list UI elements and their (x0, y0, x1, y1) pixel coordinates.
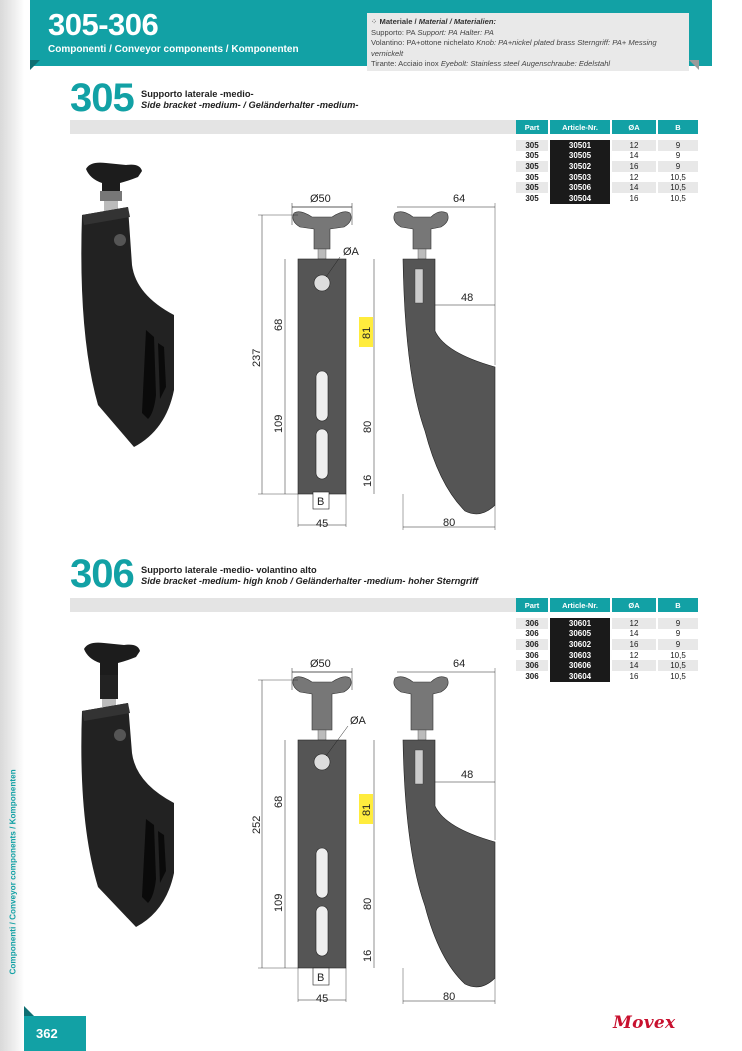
table-row: 305 30502 16 9 (516, 161, 700, 172)
col-part: Part (516, 598, 550, 612)
side-drawing-306 (385, 650, 510, 1010)
page-title: 305-306 (48, 7, 159, 42)
dim-b: B (317, 972, 325, 984)
table-row: 306 30602 16 9 (516, 639, 700, 650)
col-dia: ØA (612, 120, 658, 134)
dim-dia-a: ØA (343, 246, 359, 258)
col-b: B (658, 120, 700, 134)
dim-h16: 16 (362, 474, 374, 487)
dim-h109: 109 (273, 414, 285, 433)
dim-d50: Ø50 (310, 658, 331, 670)
section-306-title: Supporto laterale -medio- volantino alto Side bracket -medium- high knob / Geländerhalter -medium- hoher Sterngriff (141, 565, 479, 586)
dim-w45: 45 (316, 993, 329, 1005)
dim-h252: 252 (251, 815, 263, 834)
dim-d50: Ø50 (310, 193, 331, 205)
table-row: 305 30504 16 10,5 (516, 193, 700, 204)
table-row: 305 30503 12 10,5 (516, 172, 700, 183)
materials-box: ⁘ Materiale / Material / Materialien: Supporto: PA Support: PA Halter: PA Volantino: PA+ottone nichelato Knob: PA+nickel plated brass Sterngriff: PA+ Messing vernickelt Tirante: Acciaio inox Eyebolt: Stainless steel Augenschraube: Edelstahl (367, 13, 689, 71)
dim-w64: 64 (453, 658, 466, 670)
section-305-number: 305 (70, 76, 134, 120)
dim-w45: 45 (316, 518, 329, 530)
table-row: 306 30603 12 10,5 (516, 650, 700, 661)
product-photo-306 (70, 635, 200, 935)
dim-dia-a: ØA (350, 715, 366, 727)
table-306 (516, 598, 700, 682)
page-number-notch (24, 1006, 34, 1016)
front-drawing-305 (240, 185, 400, 535)
dim-d48: 48 (461, 769, 474, 781)
table-row: 306 30605 14 9 (516, 629, 700, 640)
dim-h81: 81 (361, 803, 373, 816)
table-row: 306 30606 14 10,5 (516, 660, 700, 671)
header-notch (30, 60, 40, 70)
dim-h68: 68 (273, 795, 285, 808)
dim-h109: 109 (273, 893, 285, 912)
dim-h81: 81 (361, 326, 373, 339)
dim-d48: 48 (461, 292, 474, 304)
front-drawing-306 (240, 650, 400, 1010)
dim-w64: 64 (453, 193, 466, 205)
col-article: Article-Nr. (550, 120, 612, 134)
table-row: 305 30505 14 9 (516, 151, 700, 162)
table-row: 306 30604 16 10,5 (516, 671, 700, 682)
col-dia: ØA (612, 598, 658, 612)
dim-w80: 80 (443, 517, 456, 529)
dim-h80: 80 (362, 897, 374, 910)
table-row: 305 30506 14 10,5 (516, 182, 700, 193)
table-305 (516, 120, 700, 204)
col-b: B (658, 598, 700, 612)
side-label: Componenti / Conveyor components / Komponenten (8, 769, 18, 975)
table-row: 305 30501 12 9 (516, 140, 700, 151)
dim-h68: 68 (273, 318, 285, 331)
materials-icon: ⁘ (371, 17, 378, 26)
col-part: Part (516, 120, 550, 134)
table-row: 306 30601 12 9 (516, 618, 700, 629)
side-drawing-305 (385, 185, 510, 535)
dim-w80: 80 (443, 991, 456, 1003)
dim-h16: 16 (362, 949, 374, 962)
dim-h237: 237 (251, 348, 263, 367)
movex-logo: Movex (613, 1013, 676, 1033)
section-306-number: 306 (70, 552, 134, 596)
dim-h80: 80 (362, 420, 374, 433)
materials-notch (689, 60, 699, 70)
dim-b: B (317, 496, 325, 508)
page-subtitle: Componenti / Conveyor components / Komponenten (48, 44, 299, 55)
page-number: 362 (24, 1016, 86, 1051)
product-photo-305 (70, 155, 200, 455)
col-article: Article-Nr. (550, 598, 612, 612)
section-305-title: Supporto laterale -medio- Side bracket -medium- / Geländerhalter -medium- (141, 89, 359, 110)
